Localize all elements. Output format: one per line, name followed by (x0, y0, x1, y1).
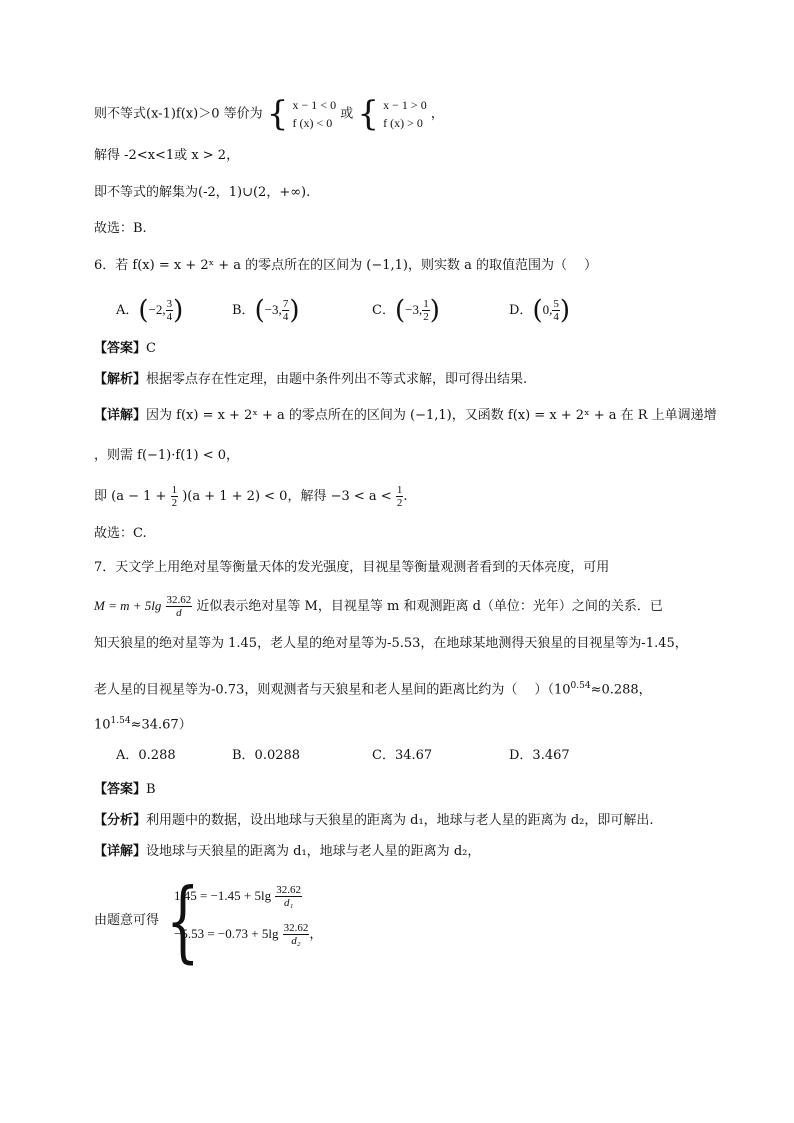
q7-eq-2 (174, 922, 322, 947)
ineq-text: 则不等式(x-1)f(x)＞0 等价为 (94, 106, 263, 122)
detail-text: 设地球与天狼星的距离为 d₁，地球与老人星的距离为 d₂， (146, 844, 481, 859)
comma-text: ， (430, 106, 444, 122)
q7-stem-3: 知天狼星的绝对星等为 1.45，老人星的绝对星等为-5.53，在地球某地测得天狼星的目视星等为-1.45， (94, 636, 688, 651)
answer-tag: 【答案】 (94, 782, 147, 797)
eq-end: ， (309, 927, 323, 942)
option-pre: −3, (264, 302, 282, 317)
q7-answer (94, 780, 156, 800)
q6-detail-2: ，则需 f(−1)·f(1) < 0， (94, 448, 240, 463)
analysis-text: 利用题中的数据，设出地球与天狼星的距离为 d₁，地球与老人星的距离为 d₂，即可解出. (146, 813, 654, 828)
system-b-row2: f (x) > 0 (383, 116, 423, 130)
formula-pre: M = m + 5lg (94, 598, 162, 613)
system-a (293, 96, 337, 132)
or-text: 或 (340, 106, 354, 122)
q7-stem-2 (94, 594, 663, 619)
answer-value: C (146, 341, 156, 356)
ineq-line (94, 96, 444, 132)
solve-line: 解得 -2<x<1或 x > 2， (94, 148, 240, 163)
analysis-text: 根据零点存在性定理，由题中条件列出不等式求解，即可得出结果. (146, 372, 528, 387)
stem-4-end: ≈0.288， (590, 682, 652, 698)
detail-text: 因为 f(x) = x + 2ˣ + a 的零点所在的区间为 (−1,1)，又函数 f(x) = x + 2ˣ + a 在 R 上单调递增 (146, 408, 717, 423)
q6-option-c: C．(−3, $\frac{1}{2}$ ) (372, 295, 440, 326)
answer-tag: 【答案】 (94, 341, 147, 356)
half-frac: $\frac{1}{2}$ (396, 484, 403, 509)
stem-5-end: ≈34.67） (130, 717, 192, 733)
q7-stem-4 (94, 676, 652, 700)
q6-option-d: D．(0, $\frac{5}{4}$ ) (509, 295, 570, 326)
option-frac: $\frac{7}{4}$ (282, 298, 289, 323)
q7-stem-5 (94, 711, 192, 735)
system-b (383, 96, 427, 132)
brace-left-icon: { (357, 94, 380, 134)
stem-4-sup: 0.54 (570, 681, 591, 691)
q6-option-a: A．(−2, $\frac{3}{4}$ ) (116, 295, 184, 326)
q6-detail (94, 406, 717, 426)
system-b-row1: x − 1 > 0 (383, 98, 427, 112)
option-pre: −3, (405, 302, 423, 317)
system-a-row2: f (x) < 0 (292, 116, 333, 130)
analysis-tag: 【分析】 (94, 813, 147, 828)
half-frac: $\frac{1}{2}$ (171, 484, 178, 509)
formula-frac: $\frac{32.62}{d}$ (166, 594, 192, 619)
eq1-frac: $\frac{32.62}{\text{d₁}}$ (276, 884, 301, 909)
detail-3a: 即 (a − 1 + (94, 489, 167, 504)
option-frac: $\frac{3}{4}$ (166, 298, 173, 323)
option-label: C． (372, 303, 395, 318)
eq1-pre: 1.45 = −1.45 + 5lg (174, 888, 272, 903)
q7-analysis (94, 811, 653, 831)
q7-option-b: B．0.0288 (232, 748, 301, 763)
q7-detail (94, 842, 480, 862)
detail-3c: . (403, 489, 408, 504)
system-a-row1: x − 1 < 0 (292, 98, 337, 112)
option-pre: −2, (148, 302, 166, 317)
stem-5-text: 10 (94, 717, 111, 733)
brace-left-icon: { (266, 94, 289, 134)
option-pre: 0, (542, 302, 553, 317)
q6-choose: 故选：C. (94, 526, 147, 541)
q7-option-a: A．0.288 (116, 748, 176, 763)
q6-detail-3 (94, 484, 407, 509)
option-frac: $\frac{5}{4}$ (553, 298, 559, 323)
system-brace-icon: { (166, 869, 200, 972)
q6-answer (94, 339, 156, 359)
option-label: D． (509, 303, 533, 318)
stem-2-text: 近似表示绝对星等 M，目视星等 m 和观测距离 d（单位：光年）之间的关系．已 (196, 599, 663, 614)
q7-eq-1 (174, 884, 302, 909)
eq2-pre: −5.53 = −0.73 + 5lg (174, 926, 279, 941)
choose-b-line: 故选：B. (94, 221, 147, 236)
q7-detail-2: 由题意可得 (94, 913, 160, 928)
stem-5-sup: 1.54 (110, 716, 131, 726)
q7-option-c: C．34.67 (372, 748, 433, 763)
analysis-tag: 【解析】 (94, 372, 147, 387)
option-frac: $\frac{1}{2}$ (423, 298, 429, 323)
q6-option-b: B．(−3, $\frac{7}{4}$ ) (232, 295, 300, 326)
q6-stem: 6．若 f(x) = x + 2ˣ + a 的零点所在的区间为 (−1,1)，则实数 a 的取值范围为（ ） (94, 258, 598, 273)
q6-analysis (94, 370, 527, 390)
detail-tag: 【详解】 (94, 408, 147, 423)
detail-tag: 【详解】 (94, 844, 147, 859)
solution-set-line: 即不等式的解集为(-2，1)∪(2，+∞). (94, 185, 311, 200)
stem-4-text: 老人星的目视星等为-0.73，则观测者与天狼星和老人星间的距离比约为（ ）（10 (94, 682, 571, 698)
detail-3b: )(a + 1 + 2) < 0，解得 −3 < a < (182, 489, 392, 504)
eq2-frac: $\frac{32.62}{\text{d₂}}$ (283, 922, 309, 947)
q7-option-d: D．3.467 (509, 748, 570, 763)
option-label: A． (116, 303, 139, 318)
answer-value: B (146, 782, 156, 797)
q7-stem-1: 7．天文学上用绝对星等衡量天体的发光强度，目视星等衡量观测者看到的天体亮度，可用 (94, 560, 610, 575)
option-label: B． (232, 303, 255, 318)
